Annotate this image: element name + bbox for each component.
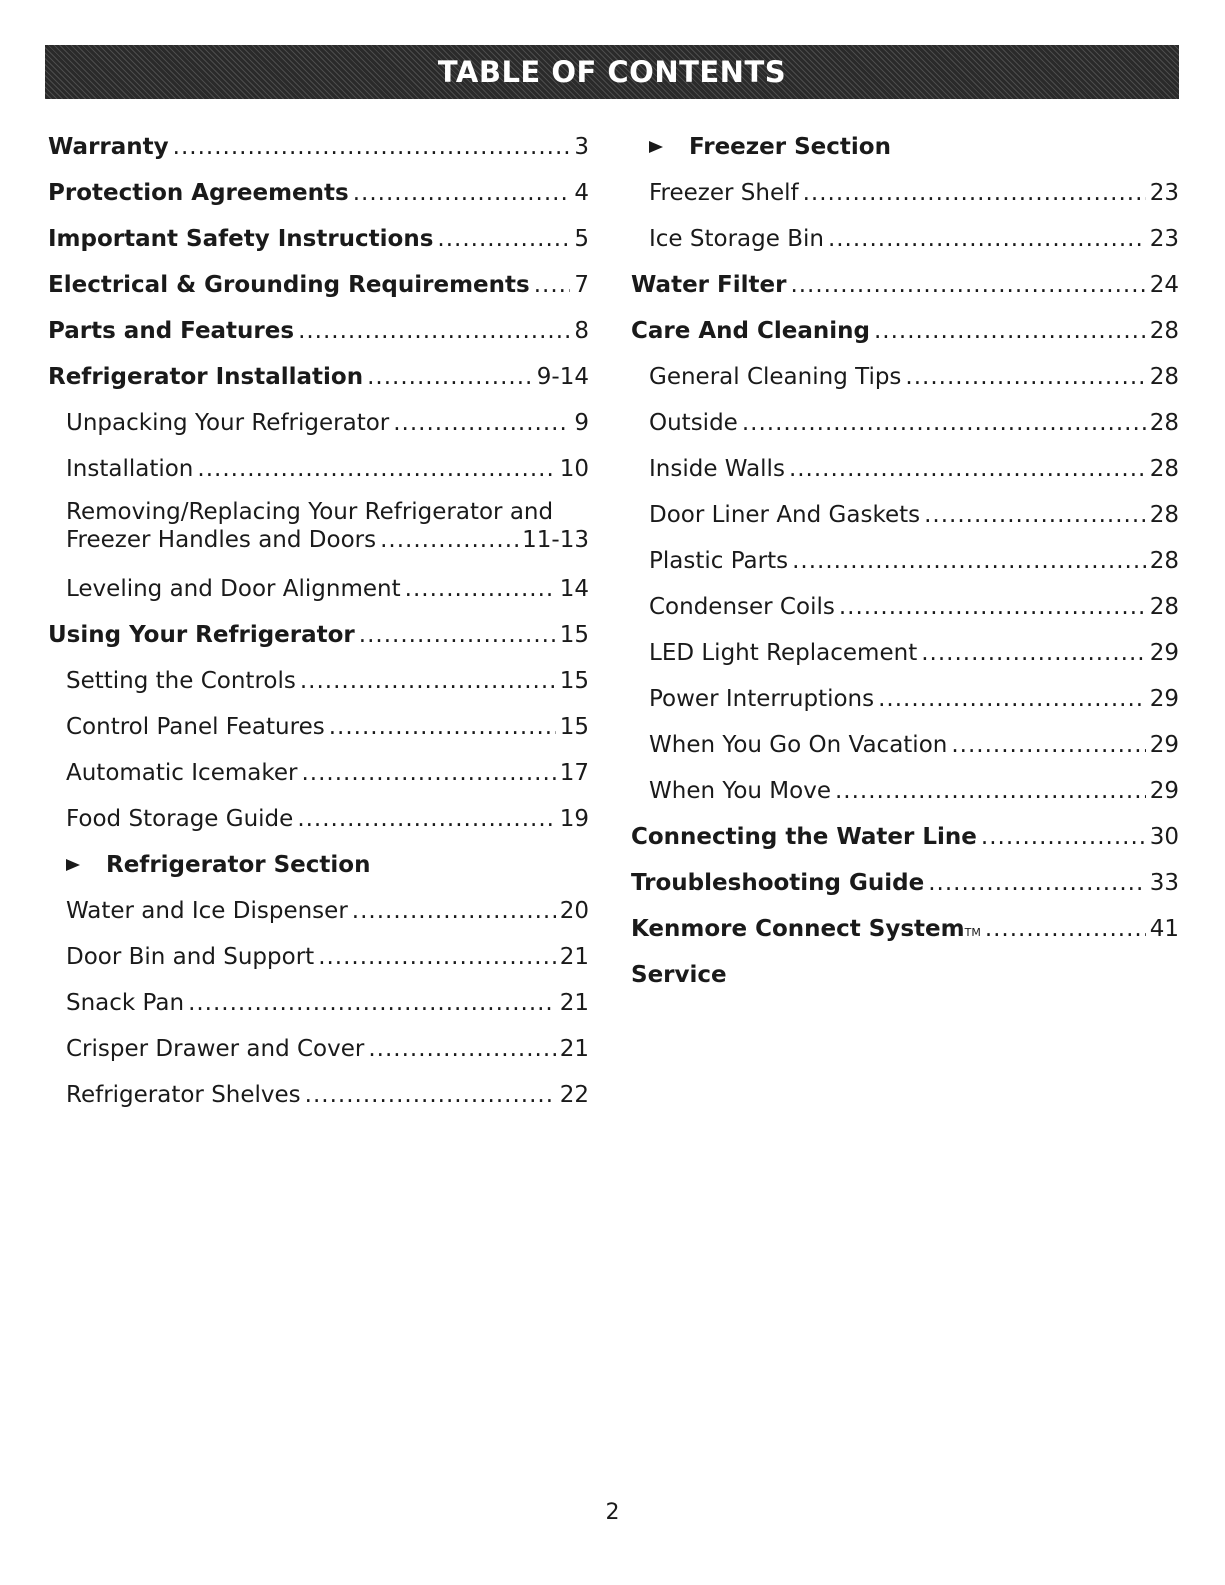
entry-page: 19 — [559, 806, 589, 832]
toc-entry-removing-replacing[interactable] — [48, 492, 589, 566]
entry-label: Ice Storage Bin — [649, 226, 824, 252]
entry-label: Water and Ice Dispenser — [66, 898, 348, 924]
toc-entry-icemaker[interactable] — [48, 750, 589, 796]
leader-dots — [301, 750, 555, 796]
entry-page: 15 — [559, 668, 589, 694]
leader-dots — [828, 216, 1146, 262]
toc-entry-safety-instructions[interactable] — [48, 216, 589, 262]
entry-page: 22 — [559, 1082, 589, 1108]
leader-dots — [790, 262, 1145, 308]
entry-page: 21 — [559, 990, 589, 1016]
entry-page: 11-13 — [522, 527, 589, 553]
leader-dots — [305, 1072, 556, 1118]
section-label: Refrigerator Section — [106, 852, 371, 878]
entry-label: Refrigerator Installation — [48, 364, 364, 390]
toc-entry-freezer-shelf[interactable] — [631, 170, 1179, 216]
toc-entry-installation[interactable] — [48, 446, 589, 492]
entry-label: Electrical & Grounding Requirements — [48, 272, 530, 298]
leader-dots — [803, 170, 1146, 216]
entry-label: Care And Cleaning — [631, 318, 870, 344]
entry-label: Control Panel Features — [66, 714, 325, 740]
entry-page: 28 — [1149, 410, 1179, 436]
page-number: 2 — [605, 1500, 620, 1525]
entry-label: Parts and Features — [48, 318, 295, 344]
entry-page: 41 — [1149, 916, 1179, 942]
toc-entry-general-tips[interactable] — [631, 354, 1179, 400]
toc-entry-leveling[interactable] — [48, 566, 589, 612]
entry-page: 24 — [1149, 272, 1179, 298]
toc-section-freezer — [631, 124, 1179, 170]
entry-page: 29 — [1149, 686, 1179, 712]
entry-label: Automatic Icemaker — [66, 760, 298, 786]
entry-label: Setting the Controls — [66, 668, 296, 694]
entry-label: Crisper Drawer and Cover — [66, 1036, 365, 1062]
toc-entry-outside[interactable] — [631, 400, 1179, 446]
leader-dots — [353, 170, 571, 216]
leader-dots — [359, 612, 556, 658]
toc-entry-water-filter[interactable] — [631, 262, 1179, 308]
toc-section-refrigerator — [48, 842, 589, 888]
page-title: TABLE OF CONTENTS — [437, 55, 787, 89]
leader-dots — [874, 308, 1146, 354]
leader-dots — [924, 492, 1146, 538]
toc-entry-inside-walls[interactable] — [631, 446, 1179, 492]
toc-entry-water-line[interactable] — [631, 814, 1179, 860]
leader-dots — [792, 538, 1146, 584]
leader-dots — [437, 216, 570, 262]
entry-label: Leveling and Door Alignment — [66, 576, 401, 602]
toc-entry-vacation[interactable] — [631, 722, 1179, 768]
toc-entry-electrical[interactable] — [48, 262, 589, 308]
entry-label: Unpacking Your Refrigerator — [66, 410, 390, 436]
entry-label: Connecting the Water Line — [631, 824, 977, 850]
leader-dots — [368, 1026, 555, 1072]
leader-dots — [951, 722, 1145, 768]
toc-entry-food-storage[interactable] — [48, 796, 589, 842]
toc-entry-care-cleaning[interactable] — [631, 308, 1179, 354]
leader-dots — [300, 658, 556, 704]
triangle-bullet-icon — [649, 141, 663, 153]
entry-label: Freezer Shelf — [649, 180, 799, 206]
trademark-mark: TM — [964, 926, 981, 939]
entry-label-line1: Removing/Replacing Your Refrigerator and — [66, 499, 554, 525]
toc-entry-door-bin[interactable] — [48, 934, 589, 980]
entry-page: 5 — [574, 226, 589, 252]
entry-label: Installation — [66, 456, 194, 482]
entry-page: 28 — [1149, 594, 1179, 620]
toc-entry-led-light[interactable] — [631, 630, 1179, 676]
entry-label: Kenmore Connect System — [631, 916, 965, 942]
leader-dots — [393, 400, 570, 446]
toc-banner — [45, 45, 1179, 99]
entry-page: 15 — [559, 622, 589, 648]
entry-page: 10 — [559, 456, 589, 482]
toc-entry-service[interactable] — [631, 952, 1179, 998]
leader-dots — [173, 124, 571, 170]
entry-label: Power Interruptions — [649, 686, 875, 712]
entry-page: 9-14 — [536, 364, 589, 390]
entry-page: 20 — [559, 898, 589, 924]
entry-label: Service — [631, 962, 727, 988]
leader-dots — [985, 906, 1146, 952]
toc-entry-condenser-coils[interactable] — [631, 584, 1179, 630]
entry-label: Food Storage Guide — [66, 806, 294, 832]
toc-entry-dispenser[interactable] — [48, 888, 589, 934]
entry-page: 28 — [1149, 502, 1179, 528]
leader-dots — [839, 584, 1146, 630]
toc-entry-refrigerator-shelves[interactable] — [48, 1072, 589, 1118]
toc-entry-warranty[interactable] — [48, 124, 589, 170]
leader-dots — [318, 934, 556, 980]
section-label: Freezer Section — [689, 134, 891, 160]
entry-page: 14 — [559, 576, 589, 602]
entry-label: Door Liner And Gaskets — [649, 502, 921, 528]
leader-dots — [188, 980, 556, 1026]
toc-right-column — [631, 124, 1179, 998]
toc-entry-move[interactable] — [631, 768, 1179, 814]
leader-dots — [981, 814, 1146, 860]
entry-label: When You Go On Vacation — [649, 732, 948, 758]
toc-entry-control-panel[interactable] — [48, 704, 589, 750]
entry-page: 9 — [574, 410, 589, 436]
entry-label: Water Filter — [631, 272, 787, 298]
leader-dots — [197, 446, 555, 492]
leader-dots — [298, 308, 570, 354]
leader-dots — [905, 354, 1145, 400]
toc-entry-kenmore-connect[interactable] — [631, 906, 1179, 952]
triangle-bullet-icon — [66, 859, 80, 871]
toc-entry-door-liner[interactable] — [631, 492, 1179, 538]
toc-entry-refrigerator-installation[interactable] — [48, 354, 589, 400]
entry-label: Refrigerator Shelves — [66, 1082, 301, 1108]
entry-page: 21 — [559, 944, 589, 970]
entry-page: 23 — [1149, 180, 1179, 206]
entry-page: 28 — [1149, 364, 1179, 390]
leader-dots — [297, 796, 555, 842]
entry-label: Snack Pan — [66, 990, 185, 1016]
leader-dots — [835, 768, 1146, 814]
entry-page: 30 — [1149, 824, 1179, 850]
entry-page: 28 — [1149, 548, 1179, 574]
entry-label: LED Light Replacement — [649, 640, 918, 666]
entry-label: When You Move — [649, 778, 831, 804]
leader-dots — [742, 400, 1146, 446]
leader-dots — [921, 630, 1146, 676]
toc-entry-power-interruptions[interactable] — [631, 676, 1179, 722]
entry-label: Condenser Coils — [649, 594, 835, 620]
toc-left-column — [48, 124, 589, 1118]
leader-dots — [352, 888, 556, 934]
toc-entry-snack-pan[interactable] — [48, 980, 589, 1026]
entry-label: Using Your Refrigerator — [48, 622, 355, 648]
leader-dots — [405, 566, 556, 612]
entry-label: Plastic Parts — [649, 548, 789, 574]
entry-label: Outside — [649, 410, 738, 436]
toc-entry-ice-bin[interactable] — [631, 216, 1179, 262]
toc-entry-setting-controls[interactable] — [48, 658, 589, 704]
entry-label: Door Bin and Support — [66, 944, 315, 970]
leader-dots — [878, 676, 1146, 722]
toc-entry-parts-features[interactable] — [48, 308, 589, 354]
entry-page: 29 — [1149, 640, 1179, 666]
entry-page: 28 — [1149, 318, 1179, 344]
toc-entry-protection-agreements[interactable] — [48, 170, 589, 216]
toc-entry-unpacking[interactable] — [48, 400, 589, 446]
entry-label: Troubleshooting Guide — [631, 870, 925, 896]
entry-label: Inside Walls — [649, 456, 785, 482]
entry-page: 4 — [574, 180, 589, 206]
entry-label: Warranty — [48, 134, 169, 160]
entry-page: 29 — [1149, 778, 1179, 804]
leader-dots — [329, 704, 556, 750]
leader-dots — [380, 526, 518, 554]
entry-page: 3 — [574, 134, 589, 160]
entry-page: 8 — [574, 318, 589, 344]
entry-page: 33 — [1149, 870, 1179, 896]
entry-page: 15 — [559, 714, 589, 740]
leader-dots — [367, 354, 533, 400]
entry-label: General Cleaning Tips — [649, 364, 902, 390]
entry-label: Protection Agreements — [48, 180, 349, 206]
entry-page: 7 — [574, 272, 589, 298]
entry-label: Important Safety Instructions — [48, 226, 434, 252]
toc-entry-troubleshooting[interactable] — [631, 860, 1179, 906]
leader-dots — [928, 860, 1146, 906]
toc-entry-crisper[interactable] — [48, 1026, 589, 1072]
entry-page: 23 — [1149, 226, 1179, 252]
leader-dots — [789, 446, 1146, 492]
toc-entry-plastic-parts[interactable] — [631, 538, 1179, 584]
entry-page: 17 — [559, 760, 589, 786]
entry-label-line2: Freezer Handles and Doors — [66, 527, 377, 553]
entry-page: 21 — [559, 1036, 589, 1062]
toc-entry-using-refrigerator[interactable] — [48, 612, 589, 658]
leader-dots — [534, 262, 571, 308]
entry-page: 29 — [1149, 732, 1179, 758]
entry-page: 28 — [1149, 456, 1179, 482]
